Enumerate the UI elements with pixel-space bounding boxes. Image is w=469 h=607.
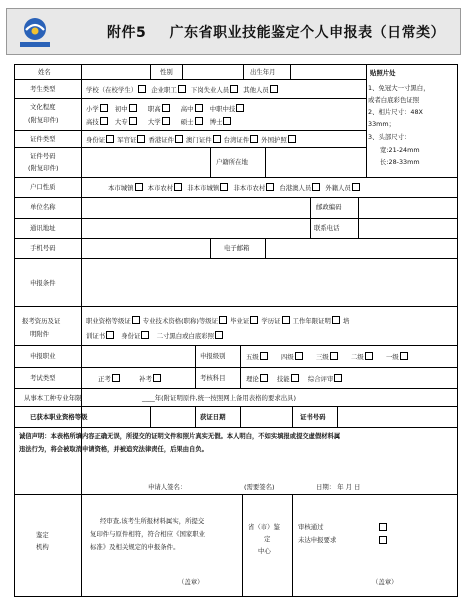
hukou-opt: 外籍人员 — [325, 184, 351, 192]
checkbox[interactable] — [223, 117, 231, 125]
id-type-options — [86, 135, 297, 144]
checkbox[interactable] — [153, 374, 161, 382]
hukou-type-label: 户口性质 — [30, 183, 56, 191]
material-opt: 毕业证 — [230, 317, 250, 325]
id-number-note: (附复印件) — [28, 164, 59, 172]
checkbox[interactable] — [162, 104, 170, 112]
materials-options-2 — [86, 331, 224, 340]
photo-line: 3、头部尺寸： — [368, 133, 411, 141]
id-type-label: 证件类型 — [30, 135, 56, 143]
checkbox[interactable] — [213, 135, 221, 143]
subject-opt: 理论 — [246, 375, 259, 383]
checkbox[interactable] — [400, 352, 408, 360]
photo-line: 33mm； — [368, 120, 395, 128]
mobile-label: 手机号码 — [30, 244, 56, 252]
checkbox[interactable] — [132, 316, 140, 324]
existing-cert-label: 已获本职业资格等级 — [30, 413, 88, 421]
issue-date-label: 获证日期 — [200, 413, 226, 421]
edu-opt: 职高 — [147, 105, 161, 113]
checkbox[interactable] — [379, 523, 387, 531]
conditions-label: 申报条件 — [30, 279, 56, 287]
subject-opt: 技能 — [276, 375, 290, 383]
materials-label-2: 明附件 — [30, 330, 50, 338]
level-opt: 二级 — [350, 353, 364, 361]
checkbox[interactable] — [112, 374, 120, 382]
edu-opt: 小学 — [86, 105, 99, 113]
review-text-3: 标准》及相关规定的申报条件。 — [90, 543, 180, 551]
exam-opt: 补考 — [139, 375, 152, 383]
edu-opt: 大学 — [147, 118, 161, 126]
photo-title: 贴照片处 — [370, 69, 396, 77]
subject-opt: 综合评审 — [307, 375, 334, 383]
name-label: 姓名 — [38, 68, 51, 76]
photo-line: 2、相片尺寸：48X — [368, 108, 423, 116]
hukou-opt: 非本市城镇 — [187, 184, 220, 192]
checkbox[interactable] — [178, 85, 186, 93]
employer-label: 单位名称 — [30, 203, 56, 211]
checkbox[interactable] — [195, 117, 203, 125]
center-label-1: 省（市）鉴 — [248, 523, 280, 531]
edu-opt: 博士 — [209, 118, 223, 126]
level-opt: 一级 — [385, 353, 399, 361]
hukou-opt: 非本市农村 — [233, 184, 266, 192]
checkbox[interactable] — [270, 85, 278, 93]
checkbox[interactable] — [137, 135, 145, 143]
id-opt: 外国护照 — [261, 136, 287, 144]
checkbox[interactable] — [312, 183, 320, 191]
examinee-type-label: 考生类型 — [30, 85, 56, 93]
checkbox[interactable] — [260, 374, 268, 382]
page-title — [107, 22, 445, 42]
checkbox[interactable] — [106, 135, 114, 143]
photo-line: 或者白底彩色证照 — [368, 96, 420, 104]
photo-line: 宽:21-24mm — [380, 146, 420, 154]
checkbox[interactable] — [352, 183, 360, 191]
checkbox[interactable] — [175, 135, 183, 143]
subject-options — [246, 374, 343, 383]
edu-opt: 初中 — [114, 105, 128, 113]
education-options-2 — [86, 117, 232, 126]
photo-line: 长:28-33mm — [380, 158, 420, 166]
seal-left: （盖章） — [178, 578, 204, 586]
id-number-label: 证件号码 — [30, 152, 56, 160]
email-label: 电子邮箱 — [224, 244, 250, 252]
hukou-options — [108, 183, 361, 192]
checkbox[interactable] — [288, 135, 296, 143]
id-opt: 军官证 — [117, 136, 137, 144]
form-title: 广东省职业技能鉴定个人申报表（日常类） — [169, 25, 446, 41]
birth-label: 出生年月 — [250, 68, 276, 76]
material-opt: 学历证 — [261, 317, 281, 325]
checkbox[interactable] — [162, 117, 170, 125]
signature-label: 申请人签名： — [148, 483, 187, 491]
center-label-3: 中心 — [258, 547, 271, 555]
id-opt: 身份证 — [86, 136, 106, 144]
examinee-opt: 学校（在校学生） — [86, 86, 138, 94]
material-opt: 专业技术资格(职称)等级证 — [142, 317, 219, 325]
exam-opt: 正考 — [98, 375, 111, 383]
result-option-fail — [298, 536, 336, 544]
checkbox[interactable] — [195, 104, 203, 112]
level-label: 申报级别 — [200, 352, 226, 360]
checkbox[interactable] — [236, 104, 244, 112]
education-label: 文化程度 — [30, 103, 56, 111]
checkbox[interactable] — [334, 374, 342, 382]
checkbox[interactable] — [135, 183, 143, 191]
checkbox[interactable] — [379, 536, 387, 544]
id-opt: 澳门证件 — [186, 136, 212, 144]
hukou-place-label: 户籍所在地 — [216, 158, 248, 166]
material-opt: 身份证 — [121, 332, 141, 340]
address-label: 通讯地址 — [30, 224, 56, 232]
materials-options-1 — [86, 316, 349, 325]
checkbox[interactable] — [291, 374, 299, 382]
attachment-label: 附件5 — [107, 25, 147, 41]
edu-opt: 高中 — [180, 105, 194, 113]
phone-label: 联系电话 — [314, 224, 340, 232]
hukou-opt: 本市农村 — [147, 184, 174, 192]
checkbox[interactable] — [266, 183, 274, 191]
edu-opt: 高技 — [86, 118, 99, 126]
examinee-options — [86, 85, 279, 94]
checkbox[interactable] — [250, 316, 258, 324]
review-text-1: 经审查,该考生所报材料属实，所提交 — [100, 517, 205, 525]
review-org-label: 鉴定 — [36, 531, 49, 539]
declaration-text-2: 违法行为，将会被取消申请资格，并被追究法律责任，后果由自负。 — [19, 446, 208, 453]
occupation-label: 申报职业 — [30, 352, 56, 360]
material-opt: 训证书 — [86, 332, 106, 340]
signature-hint: (需要签名) — [244, 483, 275, 491]
material-opt: 工作年限证明 — [292, 317, 331, 325]
checkbox[interactable] — [138, 85, 146, 93]
material-opt: 二寸黑白或白底彩照 — [156, 332, 215, 340]
examinee-opt: 其他人员 — [243, 86, 269, 94]
cert-number-label: 证书号码 — [300, 413, 326, 421]
level-opt: 四级 — [280, 353, 294, 361]
checkbox[interactable] — [282, 316, 290, 324]
exam-type-label: 考试类型 — [30, 374, 56, 382]
review-text-2: 复印件与原件相符，符合相应《国家职业 — [90, 530, 206, 538]
id-opt: 香港证件 — [148, 136, 174, 144]
checkbox[interactable] — [365, 352, 373, 360]
education-options-1 — [86, 104, 245, 113]
checkbox[interactable] — [250, 135, 258, 143]
subject-label: 考核科目 — [200, 374, 226, 382]
result-opt: 未达申报要求 — [298, 536, 337, 544]
checkbox[interactable] — [332, 316, 340, 324]
gender-label: 性别 — [160, 68, 173, 76]
checkbox[interactable] — [215, 331, 223, 339]
years-note: ____年(附证明原件,统一按照网上备用表格的要求出具) — [142, 394, 297, 402]
id-opt: 台湾证件 — [223, 136, 250, 144]
examinee-opt: 企业职工 — [151, 86, 177, 94]
level-opt: 五级 — [246, 353, 259, 361]
checkbox[interactable] — [129, 117, 137, 125]
checkbox[interactable] — [295, 352, 303, 360]
checkbox[interactable] — [220, 183, 228, 191]
result-option-pass — [298, 523, 324, 531]
guangdong-skill-logo-icon — [17, 14, 53, 50]
exam-type-options — [98, 374, 162, 383]
declaration-date: 日期： 年 月 日 — [316, 483, 361, 491]
seal-right: （盖章） — [372, 578, 398, 586]
review-org-label-2: 机构 — [36, 543, 49, 551]
level-opt: 三级 — [315, 353, 329, 361]
checkbox[interactable] — [260, 352, 268, 360]
checkbox[interactable] — [330, 352, 338, 360]
checkbox[interactable] — [141, 331, 149, 339]
materials-label: 报考资历及证 — [22, 317, 61, 325]
education-note: (附复印件) — [28, 116, 59, 124]
checkbox[interactable] — [106, 331, 114, 339]
material-opt: 培 — [342, 317, 350, 325]
checkbox[interactable] — [129, 104, 137, 112]
checkbox[interactable] — [100, 104, 108, 112]
checkbox[interactable] — [219, 316, 227, 324]
result-opt: 审核通过 — [298, 523, 324, 531]
edu-opt: 中职中技 — [209, 105, 236, 113]
material-opt: 职业资格等级证 — [86, 317, 131, 325]
declaration-text-1: 诚信声明：本表格所填内容正确无误，所提交的证明文件和照片真实无假。本人明白，不如实填报或提交虚假材料属 — [19, 433, 341, 440]
hukou-opt: 台港澳人员 — [279, 184, 312, 192]
form-header — [6, 8, 461, 55]
examinee-opt: 下岗失业人员 — [190, 86, 230, 94]
photo-line: 1、免冠大一寸黑白， — [368, 84, 430, 92]
checkbox[interactable] — [174, 183, 182, 191]
years-label: 从事本工种专业年限 — [24, 394, 82, 402]
hukou-opt: 本市城镇 — [108, 184, 134, 192]
center-label-2: 定 — [264, 535, 271, 543]
edu-opt: 大专 — [114, 118, 128, 126]
edu-opt: 硕士 — [180, 118, 194, 126]
checkbox[interactable] — [100, 117, 108, 125]
checkbox[interactable] — [230, 85, 238, 93]
level-options — [246, 352, 409, 361]
postcode-label: 邮政编码 — [316, 203, 342, 211]
